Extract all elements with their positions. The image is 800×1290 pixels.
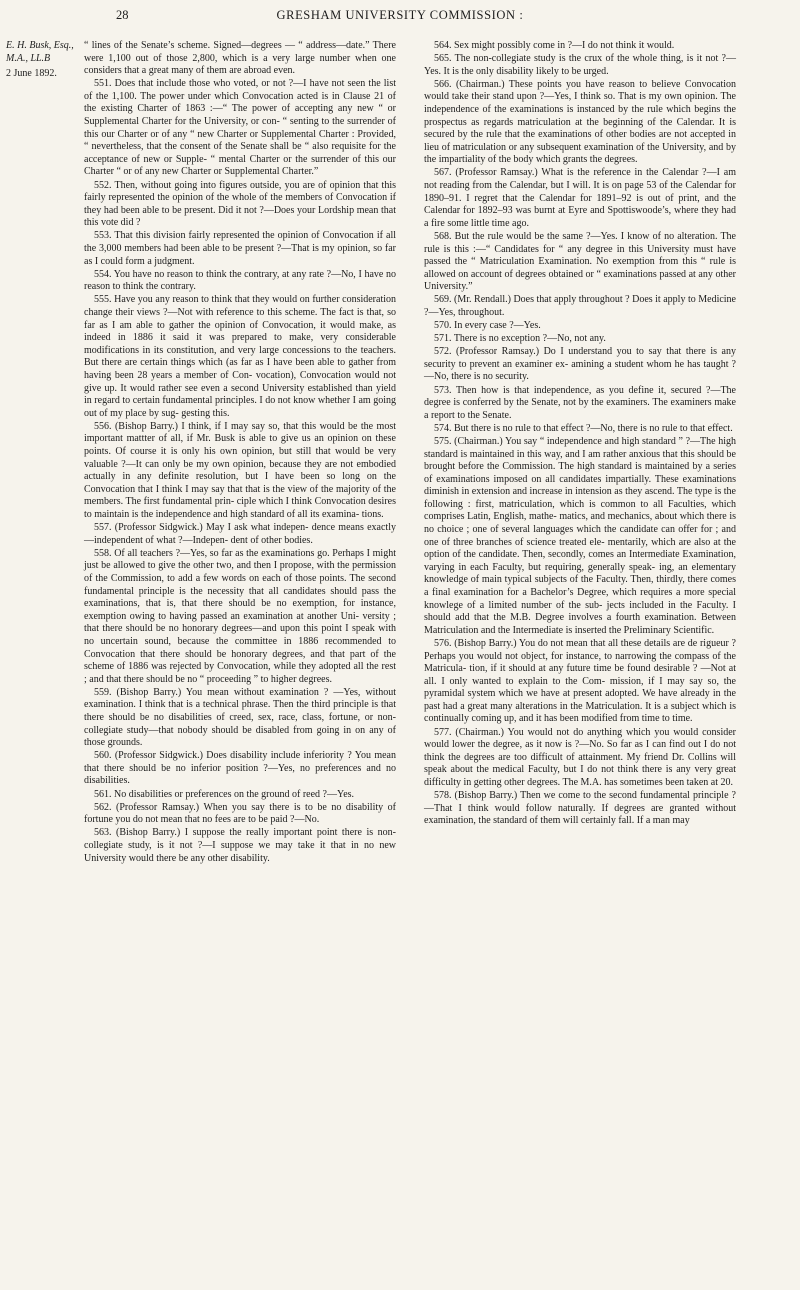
paragraph: 567. (Professor Ramsay.) What is the reference in the Calendar ?—I am not reading from the Calendar, but I will. It is on page 53 of the Calendar for 1890–91. I regret that the Calendar for 1891–92 is out of print, and the Calendar for 1892–93 was burnt at Eyre and Spottiswoode’s, where they had a fire some little time ago. [424,167,736,229]
paragraph: 574. But there is no rule to that effect ?—No, there is no rule to that effect. [434,422,733,434]
paragraph: 553. That this division fairly represented the opinion of Convocation if all the 3,000 members had been able to be present ?—That is my opinion, so far as I could form a judgment. [84,230,396,267]
paragraph: 568. But the rule would be the same ?—Yes. I know of no alteration. The rule is this :—“ Candidates for “ any degree in this University must have passed the “ Matriculation Examination. No exemption from this “ rule is allowed on account of degrees obtained or “ examinations passed at any other University.” [424,230,736,293]
paragraph: 569. (Mr. Rendall.) Does that apply throughout ? Does it apply to Medicine ?—Yes, throughout. [424,294,736,318]
paragraph: 573. Then how is that independence, as you define it, secured ?—The degree is conferred by the Senate, not by the examiners. The examiners make a report to the Senate. [424,384,736,421]
paragraph: 578. (Bishop Barry.) Then we come to the second fundamental principle ?—That I think would follow naturally. If degrees are granted without examination, the standard of them will certainly fall. If a man may [424,790,736,827]
paragraph: 566. (Chairman.) These points you have reason to believe Convocation would take their stand upon ?—Yes, I think so. That is my own opinion. The independence of the examinations is instanced by the rule which begins the prospectus as regards matriculation at the beginning of the Calendar. It is secured by the rule that the examinations of other bodies are not accepted in lieu of matriculation or any subsequent examination of the University, and by the impartiality of the body which grants the degrees. [424,78,736,166]
margin-note [6,40,76,81]
paragraph: 555. Have you any reason to think that they would on further consideration change their views ?—Not with reference to this scheme. The fact is that, so far as I am able to gather the opinion of Convocation, it would make, as indeed in 1886 it said it was prepared to make, very considerable modifications in its constitution, and very large concessions to the teachers. But there are certain things which (as far as I have been able to gather from having been 28 years a member of Con- vocation), Convocation would not give up. It would rather see even a second University established than yield in regard to certain fundamental principles. I do not know whether I am going out of my place by sug- gesting this. [84,294,396,419]
paragraph: 562. (Professor Ramsay.) When you say there is to be no disability of fortune you do not mean that no fees are to be paid ?—No. [84,801,396,826]
witness-date: 2 June 1892. [6,68,57,79]
paragraph: 551. Does that include those who voted, or not ?—I have not seen the list of the 1,100. The power under which Convocation acted is in Clause 21 of the existing Charter of 1863 :—“ The power of accepting any new “ or Supplemental Charter for the University, or con- “ senting to the surrender of this our Charter or of any “ new Charter or Supplemental Charter : Provided, “ nevertheless, that the consent of the Senate shall be “ also requisite for the acceptance of new or Supple- “ mental Charter or the surrender of this our Charter “ or of any new Charter or Supplemental Charter.” [84,78,396,178]
witness-name: E. H. Busk, Esq., M.A., LL.B [6,40,74,64]
paragraph: 575. (Chairman.) You say “ independence and high standard ” ?—The high standard is maintained in this way, and I am rather anxious that this should be brought before the Commission. The high standard is maintained by a series of examinations imposed on all candidates impartially. These examinations diminish in extension and increase in intension as they ascend. The type is the following : first, matriculation, which is common to all Faculties, which comprises Latin, English, mathe- matics, and mechanics, about which there is no choice ; one of several languages which the candidate can offer for ; and one of three branches of science treated ele- mentarily, which are also at the option of the candidate. Then, secondly, comes an Intermediate Examination, varying in each Faculty, but requiring, generally speak- ing, an elementary knowledge of main typical subjects of the Faculty. Then, thirdly, there comes a final examination for a Bachelor’s Degree, which requires a more special knowlege of a limited number of the sub- jects included in the Faculty. I should add that the M.B. Degree involves a fourth examination. Between Matriculation and the Intermediate is inserted the Preliminary Scientific. [424,435,736,636]
paragraph: 556. (Bishop Barry.) I think, if I may say so, that this would be the most important mattter of all, if Mr. Busk is able to give us an opinion on these points. Of course it is only his own opinion, but still that would be very valuable ?—It can only be my own opinion, because they are not embodied actually in any definite resolution, but I have been so long on the Convocation that I think I may say that that is the view of the majority of the members. The first fundamental prin- ciple which I think Convocation desires to maintain is the independence and high standard of all its examina- tions. [84,420,396,520]
paragraph: 561. No disabilities or preferences on the ground of reed ?—Yes. [94,788,355,800]
paragraph: 559. (Bishop Barry.) You mean without examination ? —Yes, without examination. I think that is a technical phrase. Then the third principle is that there should be no disabilities of creed, sex, race, class, fortune, or non-collegiate study—that nobody should be disabled from going in on any of those grounds. [84,686,396,749]
right-column [424,40,736,828]
page-number: 28 [116,8,129,22]
paragraph: 560. (Professor Sidgwick.) Does disability include inferiority ? You mean that there should be no inferior position ?—Yes, no preferences and no disabilities. [84,750,396,787]
paragraph: 576. (Bishop Barry.) You do not mean that all these details are de rigueur ? Perhaps you would not object, for instance, to narrowing the compass of the Matricula- tion, if it should at any future time be found desirable ? —Not at all. I only wanted to explain to the Com- mission, if I may say so, the pyramidal system which we have at present adopted. We have already in the past had a great many alterations in the Matriculation. It is a subject which is continually coming up, and it has been modified from time to time. [424,637,736,725]
paragraph: 554. You have no reason to think the contrary, at any rate ?—No, I have no reason to think the contrary. [84,268,396,293]
running-title: GRESHAM UNIVERSITY COMMISSION : [276,8,524,22]
paragraph: 577. (Chairman.) You would not do anything which you would consider would lower the degree, as it now is ?—No. So far as I can find out I do not think the degrees are too difficult of attainment. My friend Dr. Collins will speak about the medical Faculty, but I do not think there is any very great difficulty in getting other degrees. The M.A. has sometimes been taken at 20. [424,726,736,788]
paragraph: 570. In every case ?—Yes. [434,320,541,332]
paragraph: 552. Then, without going into figures outside, you are of opinion that this fairly represented the opinion of the whole of the members of Convocation if they had been able to be present. Did it not ?—Does your Lordship mean that this vote did ? [84,179,396,229]
paragraph: 563. (Bishop Barry.) I suppose the really important point there is non-collegiate study, is it not ?—I suppose we may take it that in no new University would there be any other disability. [84,827,396,864]
paragraph: 572. (Professor Ramsay.) Do I understand you to say that there is any security to prevent an examiner ex- amining a student whom he has taught ?—No, there is no security. [424,346,736,383]
paragraph: 571. There is no exception ?—No, not any. [434,333,606,345]
paragraph: “ lines of the Senate’s scheme. Signed—degrees — “ address—date.” There were 1,100 out of those 2,800, which is a very large number when one considers that a great many of them are abroad even. [84,40,396,77]
paragraph: 564. Sex might possibly come in ?—I do not think it would. [434,40,675,51]
paragraph: 558. Of all teachers ?—Yes, so far as the examinations go. Perhaps I might just be allowed to give the other two, and then I propose, with the permission of the Commission, to add a few words on each of those points. The second fundamental principle is the necessity that all candidates should pass the examinations, that is, that there should be no exemption, for instance, exemption owing to having passed an examination at another Uni- versity ; that there should be no honorary degrees—and upon this point I speak with no uncertain sound, because the committee in 1886 recommended to Convocation that there should be honorary degrees, and that part of the scheme of 1886 was rejected by Convocation, while they adopted all the rest ; and that there should be no “ proceeding ” to higher degrees. [84,547,396,685]
paragraph: 565. The non-collegiate study is the crux of the whole thing, is it not ?—Yes. It is the only disability likely to be urged. [424,53,736,77]
left-column [84,40,396,866]
paragraph: 557. (Professor Sidgwick.) May I ask what indepen- dence means exactly—independent of what ?—Indepen- dent of other bodies. [84,522,396,546]
page-header [0,8,800,30]
